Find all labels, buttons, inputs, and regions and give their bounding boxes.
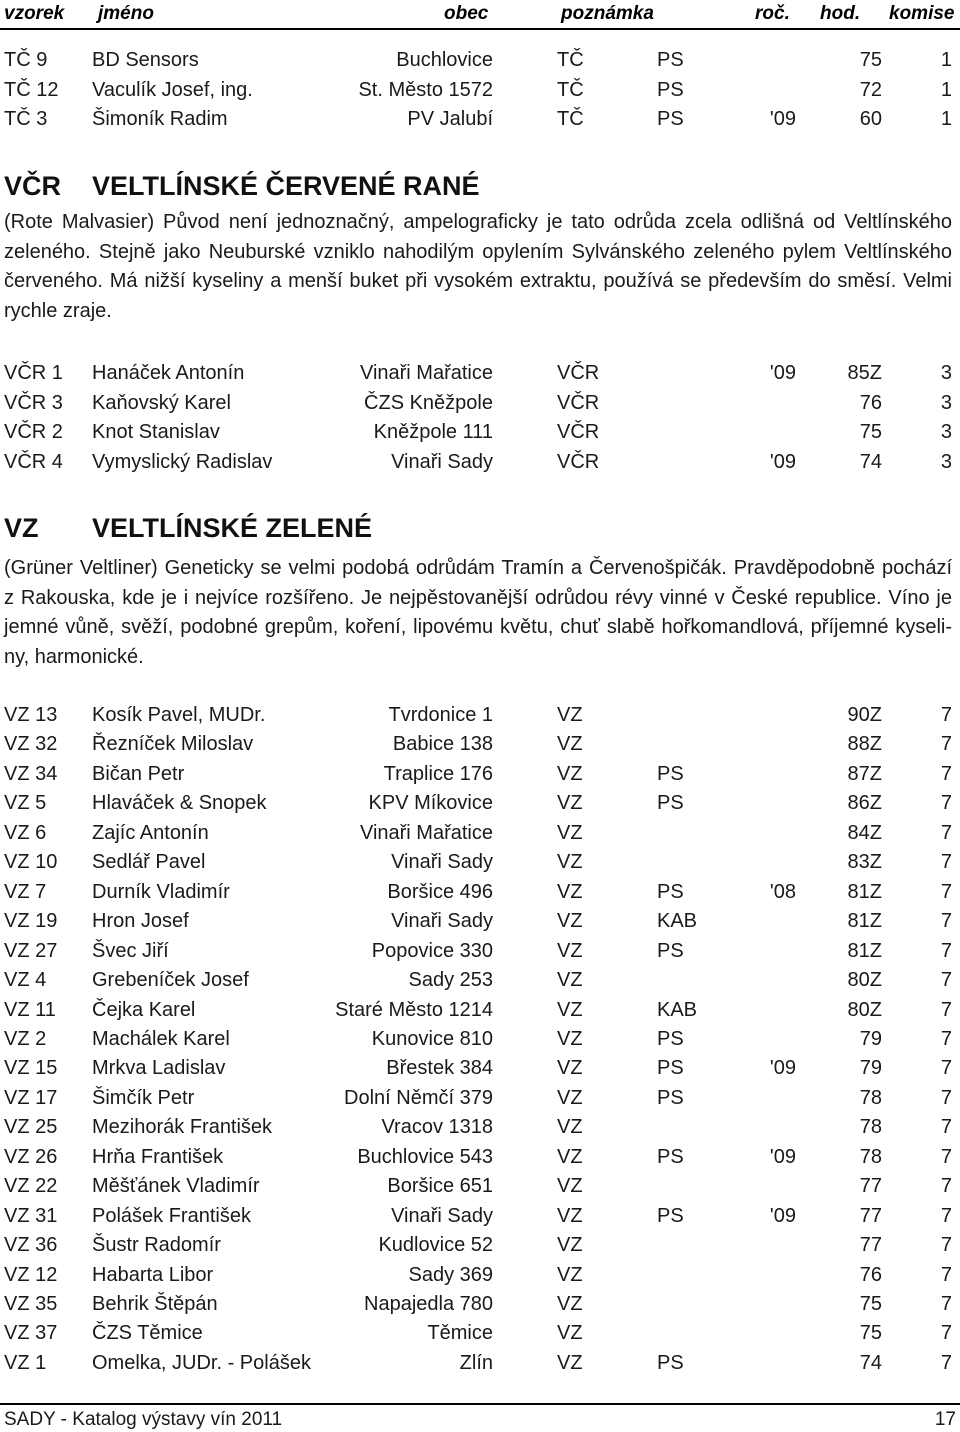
exhibitor-name: Švec Jiří — [92, 939, 169, 962]
sample-code: VZ 34 — [4, 762, 58, 785]
note: KAB — [657, 998, 698, 1021]
note: PS — [657, 1086, 684, 1109]
exhibitor-name: Grebeníček Josef — [92, 969, 249, 992]
note: PS — [657, 762, 684, 785]
commission: 7 — [940, 733, 952, 756]
vintage: '09 — [769, 1204, 796, 1227]
sample-code: VZ 2 — [4, 1027, 47, 1050]
score: 74 — [859, 1351, 882, 1374]
commission: 7 — [940, 1116, 952, 1139]
variety-code: TČ — [557, 78, 584, 101]
sample-code: VZ 10 — [4, 851, 58, 874]
table-row — [0, 848, 960, 877]
sample-code: VZ 32 — [4, 733, 58, 756]
score: 81Z — [847, 880, 882, 903]
score: 78 — [859, 1116, 882, 1139]
variety-code: VZ — [557, 1116, 583, 1139]
exhibitor-name: Omelka, JUDr. - Polášek — [92, 1351, 311, 1374]
exhibitor-town: Tvrdonice 1 — [388, 704, 493, 726]
score: 81Z — [847, 939, 882, 962]
score: 79 — [859, 1027, 882, 1050]
table-row — [0, 448, 960, 477]
score: 76 — [859, 1263, 882, 1286]
variety-code: VZ — [557, 1351, 583, 1374]
table-row — [0, 907, 960, 936]
section-title-vcr — [0, 168, 960, 204]
exhibitor-town: ČZS Kněžpole — [364, 391, 493, 414]
exhibitor-town: Vinaři Mařatice — [359, 362, 493, 384]
exhibitor-name: Šimčík Petr — [92, 1086, 195, 1109]
exhibitor-name: Knot Stanislav — [92, 421, 220, 443]
score: 80Z — [847, 969, 882, 992]
variety-code: VZ — [557, 1175, 583, 1198]
table-row — [0, 1349, 960, 1378]
variety-code: VZ — [557, 733, 583, 756]
sample-code: VČR 2 — [4, 421, 63, 443]
variety-code: VZ — [557, 1234, 583, 1257]
vintage: '09 — [769, 450, 796, 473]
exhibitor-town: Vinaři Mařatice — [359, 821, 493, 844]
variety-code: VZ — [557, 939, 583, 962]
exhibitor-name: Kosík Pavel, MUDr. — [92, 704, 266, 726]
note: PS — [657, 108, 684, 130]
exhibitor-town: Traplice 176 — [383, 762, 493, 785]
exhibitor-name: Behrik Štěpán — [92, 1293, 218, 1315]
commission: 7 — [940, 821, 952, 844]
score: 76 — [859, 391, 882, 414]
score: 78 — [859, 1145, 882, 1168]
score: 75 — [859, 1322, 882, 1345]
exhibitor-name: Hanáček Antonín — [92, 362, 245, 384]
variety-code: VČR — [557, 450, 600, 473]
sample-code: VZ 5 — [4, 792, 47, 815]
commission: 7 — [940, 1086, 952, 1109]
exhibitor-name: Kaňovský Karel — [92, 391, 231, 414]
table-row — [0, 937, 960, 966]
vintage: '09 — [769, 1145, 796, 1168]
sample-code: VZ 15 — [4, 1057, 58, 1080]
exhibitor-town: Sady 369 — [408, 1263, 493, 1286]
table-row — [0, 701, 960, 730]
exhibitor-name: Polášek František — [92, 1204, 251, 1227]
sample-code: VZ 4 — [4, 969, 47, 992]
exhibitor-name: Řezníček Miloslav — [92, 733, 254, 756]
sample-code: TČ 3 — [4, 108, 48, 130]
section-description-vz: (Grüner Veltliner) Geneticky se velmi podobá odrůdám Tramín a Červenošpičák. Pravděpodobně pochází z Rakouska, kde je i nejvíce rozšířeno. Je nejpěstovanější odrůdou révy vinné v České republice. Víno je jemné vůně, svěží, podobné grepům, koření, lipovému květu, chuť slabě hořkomandlová, příjemné kyseli-ny, harmonické. — [4, 557, 952, 668]
score: 90Z — [847, 704, 882, 726]
exhibitor-town: Vinaři Sady — [391, 851, 493, 874]
sample-code: VZ 26 — [4, 1145, 58, 1168]
table-row — [0, 730, 960, 759]
table-row — [0, 1113, 960, 1142]
table-row — [0, 996, 960, 1025]
exhibitor-town: Vinaři Sady — [391, 450, 493, 473]
commission: 7 — [940, 1027, 952, 1050]
sample-code: VZ 37 — [4, 1322, 58, 1345]
page-number: 17 — [934, 1409, 956, 1430]
sample-code: TČ 9 — [4, 49, 48, 71]
sample-code: VZ 13 — [4, 704, 58, 726]
score: 84Z — [847, 821, 882, 844]
table-row — [0, 1025, 960, 1054]
variety-code: VZ — [557, 880, 583, 903]
section-title-vz — [0, 510, 960, 546]
exhibitor-town: Buchlovice — [396, 49, 493, 71]
exhibitor-name: Mezihorák František — [92, 1116, 273, 1139]
vintage: '09 — [769, 362, 796, 384]
note: PS — [657, 1027, 684, 1050]
exhibitor-town: Popovice 330 — [371, 939, 493, 962]
table-row — [0, 760, 960, 789]
exhibitor-name: Machálek Karel — [92, 1027, 230, 1050]
score: 85Z — [847, 362, 882, 384]
exhibitor-town: Kněžpole 111 — [373, 421, 493, 443]
exhibitor-town: Babice 138 — [392, 733, 493, 756]
score: 87Z — [847, 762, 882, 785]
commission: 7 — [940, 1145, 952, 1168]
exhibitor-name: ČZS Těmice — [92, 1322, 203, 1345]
score: 72 — [859, 78, 882, 101]
section-code: VČR — [4, 171, 62, 201]
sample-code: VZ 7 — [4, 880, 47, 903]
score: 74 — [859, 450, 882, 473]
commission: 7 — [940, 1234, 952, 1257]
table-row — [0, 1319, 960, 1348]
exhibitor-name: Zajíc Antonín — [92, 821, 209, 844]
note: PS — [657, 792, 684, 815]
score: 75 — [859, 1293, 882, 1315]
score: 75 — [859, 421, 882, 443]
sample-code: VZ 19 — [4, 910, 58, 933]
section-description-vcr: (Rote Malvasier) Původ není jednoznačný, ampelograficky je tato odrůda zcela odlišná od Veltlínského zeleného. Stejně jako Neuburské vzniklo nahodilým opylením Sylvánského zeleného pylem Veltlínského červeného. Má nižší kyseliny a menší buket při vysokém extraktu, používá se především do směsí. Velmi rychle zraje. — [4, 211, 952, 322]
score: 80Z — [847, 998, 882, 1021]
table-row — [0, 1084, 960, 1113]
sample-code: VZ 27 — [4, 939, 58, 962]
exhibitor-town: Dolní Němčí 379 — [344, 1086, 493, 1109]
sample-code: VZ 12 — [4, 1263, 58, 1286]
note: PS — [657, 939, 684, 962]
exhibitor-town: Kunovice 810 — [371, 1027, 493, 1050]
sample-code: VZ 22 — [4, 1175, 58, 1198]
exhibitor-town: Vracov 1318 — [381, 1116, 493, 1139]
sample-code: VZ 31 — [4, 1204, 58, 1227]
variety-code: VZ — [557, 1057, 583, 1080]
exhibitor-town: Boršice 496 — [387, 880, 493, 903]
exhibitor-name: Čejka Karel — [92, 998, 196, 1021]
variety-code: TČ — [557, 49, 584, 71]
commission: 7 — [940, 969, 952, 992]
exhibitor-name: Sedlář Pavel — [92, 851, 206, 874]
commission: 7 — [940, 998, 952, 1021]
exhibitor-town: Buchlovice 543 — [357, 1145, 493, 1168]
score: 83Z — [847, 851, 882, 874]
exhibitor-town: Staré Město 1214 — [335, 998, 493, 1021]
score: 86Z — [847, 792, 882, 815]
variety-code: VČR — [557, 391, 600, 414]
variety-code: VZ — [557, 1086, 583, 1109]
page-footer — [0, 1403, 960, 1432]
exhibitor-town: Těmice — [427, 1322, 493, 1345]
exhibitor-name: BD Sensors — [92, 49, 199, 71]
variety-code: VZ — [557, 1263, 583, 1286]
variety-code: VČR — [557, 421, 600, 443]
commission: 7 — [940, 851, 952, 874]
table-row — [0, 1231, 960, 1260]
sample-code: TČ 12 — [4, 78, 59, 101]
header-komise: komise — [889, 3, 955, 24]
exhibitor-town: Kudlovice 52 — [378, 1234, 493, 1257]
table-row — [0, 46, 960, 75]
commission: 7 — [940, 1263, 952, 1286]
note: PS — [657, 1351, 684, 1374]
variety-code: VZ — [557, 910, 583, 933]
commission: 7 — [940, 1351, 952, 1374]
note: PS — [657, 880, 684, 903]
commission: 7 — [940, 762, 952, 785]
exhibitor-town: Napajedla 780 — [364, 1293, 493, 1315]
exhibitor-name: Vymyslický Radislav — [92, 450, 273, 473]
table-row — [0, 819, 960, 848]
commission: 7 — [940, 1322, 952, 1345]
commission: 7 — [940, 910, 952, 933]
vintage: '08 — [769, 880, 796, 903]
variety-code: VČR — [557, 362, 600, 384]
table-row — [0, 1202, 960, 1231]
note: PS — [657, 49, 684, 71]
header-roc: roč. — [755, 3, 790, 24]
commission: 7 — [940, 1175, 952, 1198]
commission: 1 — [940, 49, 952, 71]
sample-code: VZ 25 — [4, 1116, 58, 1139]
exhibitor-town: Zlín — [459, 1351, 493, 1374]
table-row — [0, 966, 960, 995]
table-row — [0, 359, 960, 388]
note: PS — [657, 1204, 684, 1227]
score: 79 — [859, 1057, 882, 1080]
sample-code: VZ 36 — [4, 1234, 58, 1257]
exhibitor-name: Hlaváček & Snopek — [92, 792, 267, 815]
sample-code: VČR 4 — [4, 450, 63, 473]
exhibitor-town: KPV Míkovice — [368, 792, 493, 815]
commission: 7 — [940, 704, 952, 726]
sample-code: VČR 1 — [4, 362, 63, 384]
variety-code: VZ — [557, 762, 583, 785]
commission: 3 — [940, 450, 952, 473]
variety-code: VZ — [557, 821, 583, 844]
commission: 3 — [940, 391, 952, 414]
commission: 1 — [940, 78, 952, 101]
exhibitor-name: Durník Vladimír — [92, 880, 230, 903]
table-row — [0, 878, 960, 907]
exhibitor-name: Hron Josef — [92, 910, 189, 933]
note: PS — [657, 78, 684, 101]
table-row — [0, 789, 960, 818]
sample-code: VZ 6 — [4, 821, 47, 844]
sample-code: VZ 1 — [4, 1351, 47, 1374]
sample-code: VČR 3 — [4, 391, 63, 414]
table-row — [0, 1261, 960, 1290]
exhibitor-town: Vinaři Sady — [391, 910, 493, 933]
vintage: '09 — [769, 108, 796, 130]
exhibitor-name: Šustr Radomír — [92, 1234, 221, 1257]
score: 81Z — [847, 910, 882, 933]
variety-code: VZ — [557, 1322, 583, 1345]
commission: 7 — [940, 792, 952, 815]
note: PS — [657, 1057, 684, 1080]
table-row — [0, 76, 960, 105]
note: PS — [657, 1145, 684, 1168]
section-code: VZ — [4, 513, 39, 543]
header-jmeno: jméno — [98, 3, 154, 24]
note: KAB — [657, 910, 698, 933]
commission: 7 — [940, 1293, 952, 1315]
table-row — [0, 105, 960, 134]
variety-code: VZ — [557, 969, 583, 992]
variety-code: VZ — [557, 998, 583, 1021]
variety-code: VZ — [557, 1027, 583, 1050]
exhibitor-town: Břestek 384 — [386, 1057, 493, 1080]
column-header-bar — [0, 0, 960, 30]
variety-code: VZ — [557, 1145, 583, 1168]
score: 77 — [859, 1234, 882, 1257]
score: 75 — [859, 49, 882, 71]
table-row — [0, 389, 960, 418]
section-name: VELTLÍNSKÉ ČERVENÉ RANÉ — [92, 171, 480, 201]
exhibitor-town: Vinaři Sady — [391, 1204, 493, 1227]
exhibitor-name: Mrkva Ladislav — [92, 1057, 226, 1080]
header-poznamka: poznámka — [561, 3, 654, 24]
table-row — [0, 1172, 960, 1201]
footer-title: SADY - Katalog výstavy vín 2011 — [4, 1409, 283, 1430]
exhibitor-name: Šimoník Radim — [92, 108, 228, 130]
commission: 1 — [940, 108, 952, 130]
variety-code: VZ — [557, 792, 583, 815]
variety-code: VZ — [557, 704, 583, 726]
commission: 7 — [940, 880, 952, 903]
exhibitor-name: Bičan Petr — [92, 762, 185, 785]
exhibitor-town: St. Město 1572 — [358, 78, 493, 101]
score: 78 — [859, 1086, 882, 1109]
sample-code: VZ 35 — [4, 1293, 58, 1315]
table-row — [0, 1143, 960, 1172]
sample-code: VZ 17 — [4, 1086, 58, 1109]
exhibitor-town: Sady 253 — [408, 969, 493, 992]
table-row — [0, 1290, 960, 1319]
exhibitor-name: Hrňa František — [92, 1145, 224, 1168]
exhibitor-town: Boršice 651 — [387, 1175, 493, 1198]
commission: 7 — [940, 1057, 952, 1080]
commission: 3 — [940, 362, 952, 384]
variety-code: VZ — [557, 1293, 583, 1315]
variety-code: VZ — [557, 1204, 583, 1227]
exhibitor-town: PV Jalubí — [407, 108, 493, 130]
header-vzorek: vzorek — [4, 3, 65, 24]
exhibitor-name: Habarta Libor — [92, 1263, 214, 1286]
score: 60 — [859, 108, 882, 130]
section-name: VELTLÍNSKÉ ZELENÉ — [92, 513, 373, 543]
vintage: '09 — [769, 1057, 796, 1080]
header-obec: obec — [444, 3, 489, 24]
table-row — [0, 418, 960, 447]
commission: 3 — [940, 421, 952, 443]
score: 77 — [859, 1175, 882, 1198]
exhibitor-name: Vaculík Josef, ing. — [92, 78, 253, 101]
table-row — [0, 1054, 960, 1083]
sample-code: VZ 11 — [4, 998, 56, 1021]
header-hod: hod. — [820, 3, 861, 24]
score: 88Z — [847, 733, 882, 756]
score: 77 — [859, 1204, 882, 1227]
exhibitor-name: Měšťánek Vladimír — [92, 1175, 260, 1198]
commission: 7 — [940, 1204, 952, 1227]
variety-code: VZ — [557, 851, 583, 874]
variety-code: TČ — [557, 108, 584, 130]
commission: 7 — [940, 939, 952, 962]
